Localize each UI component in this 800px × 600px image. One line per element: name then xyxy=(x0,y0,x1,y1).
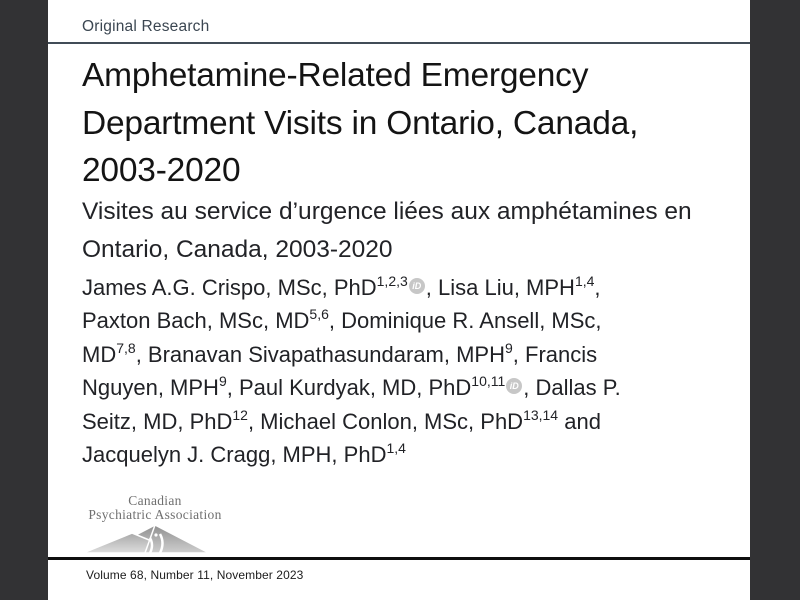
author-text: , Dallas P. xyxy=(523,375,621,400)
author-text: , xyxy=(594,274,601,300)
left-margin-bar xyxy=(0,0,48,600)
author-text: , Michael Conlon, MSc, PhD xyxy=(247,408,524,434)
affiliation-superscript: 12 xyxy=(232,406,248,423)
footer-divider xyxy=(48,557,750,560)
author-line xyxy=(82,304,704,338)
author-text: and xyxy=(558,408,601,434)
author-text: MD xyxy=(82,341,117,367)
article-type-label: Original Research xyxy=(82,18,210,35)
affiliation-superscript: 9 xyxy=(505,339,513,356)
author-line xyxy=(82,338,704,372)
page-subtitle-french: Visites au service d’urgence liées aux amphétamines en Ontario, Canada, 2003-2020 xyxy=(82,197,692,263)
author-line xyxy=(82,371,704,405)
author-text: , Paul Kurdyak, MD, PhD xyxy=(226,375,472,400)
page-content xyxy=(48,0,750,600)
affiliation-superscript: 9 xyxy=(218,373,227,389)
affiliation-superscript: 7,8 xyxy=(116,339,136,356)
affiliation-superscript: 1,4 xyxy=(386,440,406,456)
logo-mountain-graphic xyxy=(75,523,235,553)
publisher-logo xyxy=(75,494,235,553)
affiliation-superscript: 1,4 xyxy=(574,272,595,289)
affiliation-superscript: 13,14 xyxy=(523,406,559,423)
author-text: , Lisa Liu, MPH xyxy=(425,274,575,300)
affiliation-superscript: 5,6 xyxy=(309,306,329,322)
page-title: Amphetamine-Related Emergency Department Visits in Ontario, Canada, 2003-2020 xyxy=(82,57,639,189)
author-text: , Francis xyxy=(512,341,598,367)
logo-name-line2: Psychiatric Association xyxy=(88,507,222,522)
logo-name-line1: Canadian xyxy=(128,493,182,508)
author-line xyxy=(82,271,704,305)
author-text: Jacquelyn J. Cragg, MPH, PhD xyxy=(82,442,387,467)
orcid-icon[interactable]: iD xyxy=(506,378,522,394)
author-text: Nguyen, MPH xyxy=(82,375,219,400)
author-line xyxy=(82,405,704,439)
article-header xyxy=(82,52,704,472)
issue-info: Volume 68, Number 11, November 2023 xyxy=(86,568,304,582)
author-list xyxy=(82,271,704,472)
affiliation-superscript: 10,11 xyxy=(471,373,506,389)
author-text: , Dominique R. Ansell, MSc, xyxy=(328,308,602,333)
author-text: Paxton Bach, MSc, MD xyxy=(82,308,310,333)
affiliation-superscript: 1,2,3 xyxy=(376,272,408,289)
orcid-icon[interactable]: iD xyxy=(409,278,425,294)
author-text: Seitz, MD, PhD xyxy=(82,408,233,434)
author-text: , Branavan Sivapathasundaram, MPH xyxy=(135,341,505,367)
header-rule xyxy=(48,42,750,44)
right-margin-bar xyxy=(750,0,800,600)
author-text: James A.G. Crispo, MSc, PhD xyxy=(82,274,377,300)
author-line xyxy=(82,438,704,472)
